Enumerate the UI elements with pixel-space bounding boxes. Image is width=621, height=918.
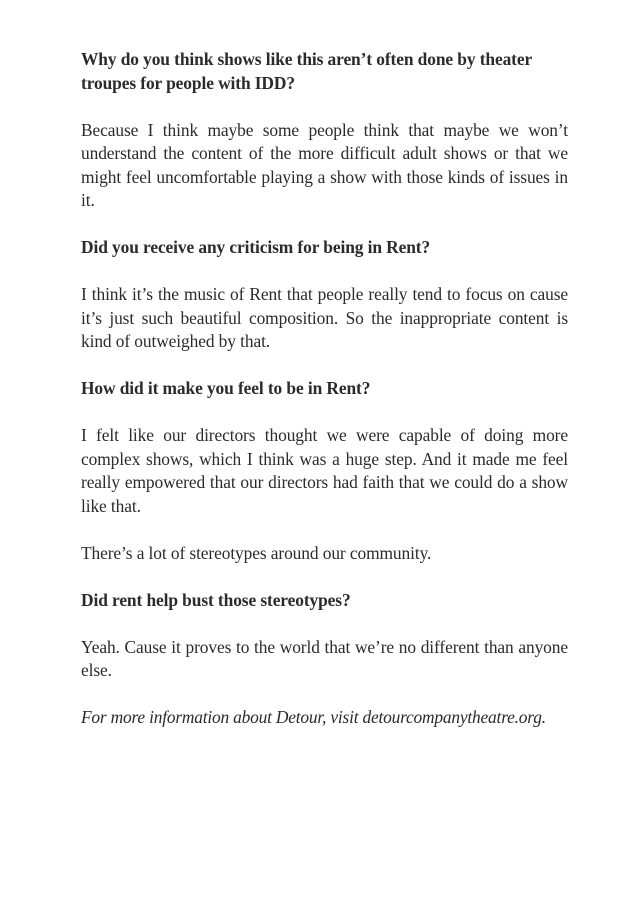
document-page [81, 48, 568, 730]
interview-answer-stereotypes: Yeah. Cause it proves to the world that we’re no different than anyone else. [81, 636, 568, 680]
interview-question-feel: How did it make you feel to be in Rent? [81, 378, 371, 398]
interview-answer-stereotypes-statement: There’s a lot of stereotypes around our community. [81, 542, 432, 563]
interview-answer-criticism: I think it’s the music of Rent that people really tend to focus on cause it’s just such beautiful composition. So the inappropriate content is kind of outweighed by that. [81, 284, 568, 351]
interview-question-stereotypes: Did rent help bust those stereotypes? [81, 589, 351, 610]
footer-info-note: For more information about Detour, visit detourcompanytheatre.org. [81, 707, 546, 727]
interview-question-criticism: Did you receive any criticism for being in Rent? [81, 237, 431, 257]
interview-answer-feel: I felt like our directors thought we were capable of doing more complex shows, which I think was a huge step. And it made me feel really empowered that our directors had faith that we could do a show like that. [81, 425, 568, 516]
interview-answer-idd-troupes: Because I think maybe some people think that maybe we won’t understand the content of the more difficult adult shows or that we might feel uncomfortable playing a show with those kinds of issues in it. [81, 119, 568, 210]
interview-question-idd-troupes: Why do you think shows like this aren’t often done by theater troupes for people with IDD? [81, 49, 532, 93]
